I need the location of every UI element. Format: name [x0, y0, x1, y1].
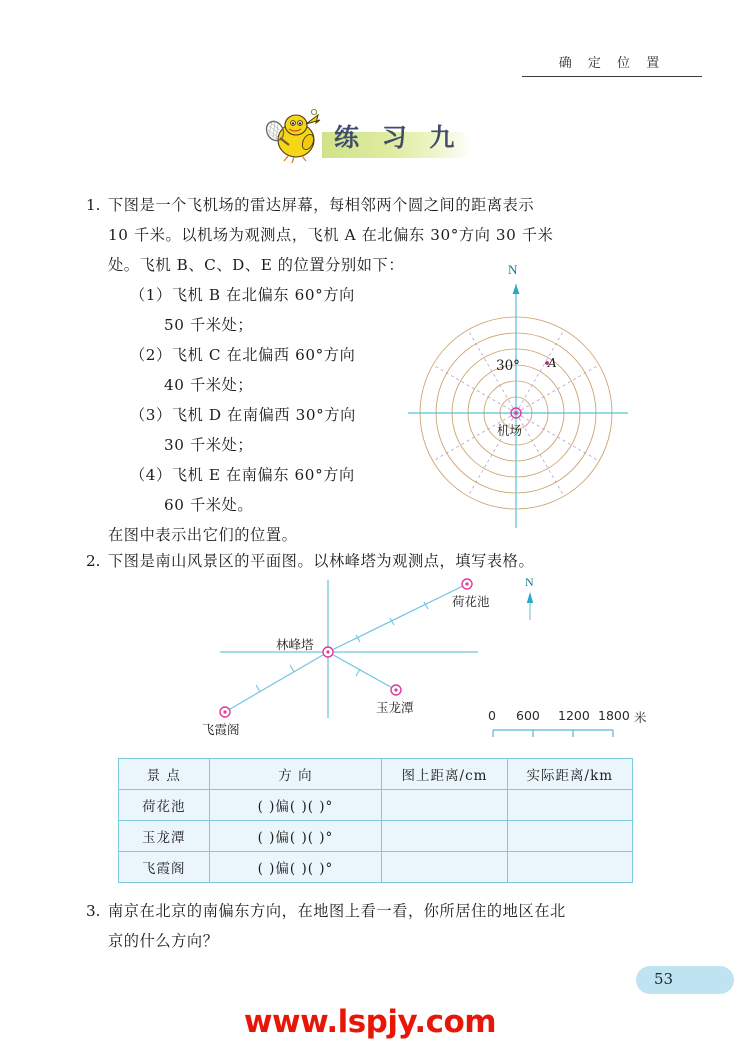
airport-label: 机场: [497, 423, 523, 438]
radar-svg: [400, 262, 645, 532]
place-label-yulongtan: 玉龙潭: [376, 700, 414, 715]
map-north-arrow-icon: [527, 592, 533, 620]
table-row: [119, 790, 633, 821]
subitem-3-text: 飞机 D 在南偏西 30°方向: [171, 406, 356, 424]
subitem-1-marker: （1）: [130, 286, 172, 304]
row-3-direction-input[interactable]: ( )偏( )( )°: [209, 852, 382, 883]
row-3-map-distance-input[interactable]: [382, 852, 507, 883]
north-arrowhead-icon: [513, 284, 520, 294]
map-scale-bar: [488, 708, 648, 744]
subitem-2-text: 飞机 C 在北偏西 60°方向: [171, 346, 356, 364]
north-label: N: [508, 262, 518, 277]
row-2-real-distance-input[interactable]: [507, 821, 632, 852]
row-1-place: 荷花池: [119, 790, 210, 821]
place-label-feixiage: 飞霞阁: [202, 722, 240, 737]
site-watermark: www.lspjy.com: [243, 1004, 497, 1040]
table-row: [119, 852, 633, 883]
place-label-linfengta: 林峰塔: [276, 637, 314, 652]
problem-3-line-2: 京的什么方向？: [108, 932, 219, 950]
map-rays: [225, 584, 467, 712]
subitem-2-marker: （2）: [130, 346, 172, 364]
problem-3: [86, 896, 652, 956]
header-real-distance: 实际距离/km: [507, 759, 632, 790]
problem-2-line-1: 下图是南山风景区的平面图。以林峰塔为观测点，填写表格。: [108, 552, 535, 570]
header-map-distance: 图上距离/cm: [382, 759, 507, 790]
angle-30-label: 30°: [496, 358, 520, 374]
exercise-title-banner: [262, 104, 472, 166]
subitem-1-line2: 50 千米处；: [164, 316, 254, 334]
row-2-map-distance-input[interactable]: [382, 821, 507, 852]
map-north-label: N: [525, 575, 534, 589]
scale-tick-0: 0: [488, 708, 496, 723]
plane-a-label: A: [548, 356, 557, 370]
problem-1-line-1: 下图是一个飞机场的雷达屏幕，每相邻两个圆之间的距离表示: [108, 196, 535, 214]
chick-with-tennis-racket-icon: [262, 104, 328, 164]
subitem-3-marker: （3）: [130, 406, 172, 424]
scale-tick-600: 600: [516, 708, 540, 723]
place-label-hehuachi: 荷花池: [452, 594, 490, 609]
radar-screen-figure: [400, 262, 645, 532]
running-header: [522, 52, 702, 77]
problem-1-number: 1.: [86, 196, 101, 214]
scale-unit-label: 米: [634, 710, 647, 725]
row-2-place: 玉龙潭: [119, 821, 210, 852]
row-1-direction-input[interactable]: ( )偏( )( )°: [209, 790, 382, 821]
header-place: 景 点: [119, 759, 210, 790]
page-number: 53: [654, 970, 674, 988]
exercise-title: 练 习 九: [334, 123, 462, 152]
table-header-row: [119, 759, 633, 790]
problem-3-number: 3.: [86, 902, 101, 920]
chapter-title: 确 定 位 置: [558, 56, 666, 71]
radar-axes: [408, 284, 628, 528]
scale-tick-1800: 1800: [598, 708, 630, 723]
subitem-3-line2: 30 千米处；: [164, 436, 254, 454]
subitem-1-text: 飞机 B 在北偏东 60°方向: [171, 286, 355, 304]
row-1-map-distance-input[interactable]: [382, 790, 507, 821]
header-direction: 方 向: [209, 759, 382, 790]
airport-center-dot: [514, 411, 517, 414]
subitem-4-text: 飞机 E 在南偏东 60°方向: [171, 466, 355, 484]
problem-1-closing: 在图中表示出它们的位置。: [108, 526, 298, 544]
row-3-real-distance-input[interactable]: [507, 852, 632, 883]
subitem-2-line2: 40 千米处；: [164, 376, 254, 394]
problem-3-line-1: 南京在北京的南偏东方向，在地图上看一看，你所居住的地区在北: [108, 902, 566, 920]
problem-1-line-2: 10 千米。以机场为观测点，飞机 A 在北偏东 30°方向 30 千米: [108, 226, 554, 244]
page-number-badge: [636, 966, 734, 994]
subitem-4-marker: （4）: [130, 466, 172, 484]
row-3-place: 飞霞阁: [119, 852, 210, 883]
table-row: [119, 821, 633, 852]
scale-tick-1200: 1200: [558, 708, 590, 723]
problem-1-line-3: 处。飞机 B、C、D、E 的位置分别如下：: [108, 256, 405, 274]
answers-table: [118, 758, 633, 883]
row-1-real-distance-input[interactable]: [507, 790, 632, 821]
problem-2-number: 2.: [86, 552, 101, 570]
row-2-direction-input[interactable]: ( )偏( )( )°: [209, 821, 382, 852]
map-axes: [220, 580, 478, 718]
subitem-4-line2: 60 千米处。: [164, 496, 254, 514]
scale-bar-ruler: [488, 726, 648, 744]
